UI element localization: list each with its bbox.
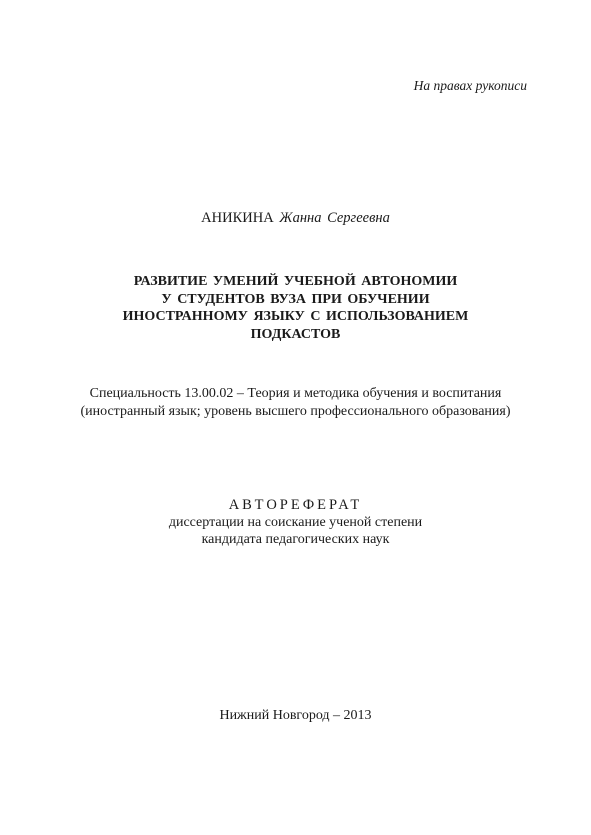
title-line: ПОДКАСТОВ	[250, 326, 341, 342]
place-year: Нижний Новгород – 2013	[219, 708, 372, 723]
abstract-block	[0, 497, 591, 548]
abstract-line: кандидата педагогических наук	[201, 532, 390, 547]
dissertation-title	[0, 273, 591, 343]
rights-note: На правах рукописи	[413, 78, 527, 93]
author-name	[0, 210, 591, 227]
specialty-block	[0, 385, 591, 421]
specialty-line: (иностранный язык; уровень высшего профессионального образования)	[80, 404, 511, 419]
abstract-line: диссертации на соискание ученой степени	[168, 515, 423, 530]
abstract-heading: АВТОРЕФЕРАТ	[228, 497, 363, 513]
author-surname: АНИКИНА	[201, 210, 274, 226]
author-given-name: Жанна Сергеевна	[279, 210, 390, 226]
title-line: РАЗВИТИЕ УМЕНИЙ УЧЕБНОЙ АВТОНОМИИ	[133, 274, 458, 289]
specialty-line: Специальность 13.00.02 – Теория и методика обучения и воспитания	[89, 386, 502, 401]
title-line: У СТУДЕНТОВ ВУЗА ПРИ ОБУЧЕНИИ	[161, 291, 430, 307]
title-line: ИНОСТРАННОМУ ЯЗЫКУ С ИСПОЛЬЗОВАНИЕМ	[122, 309, 469, 324]
